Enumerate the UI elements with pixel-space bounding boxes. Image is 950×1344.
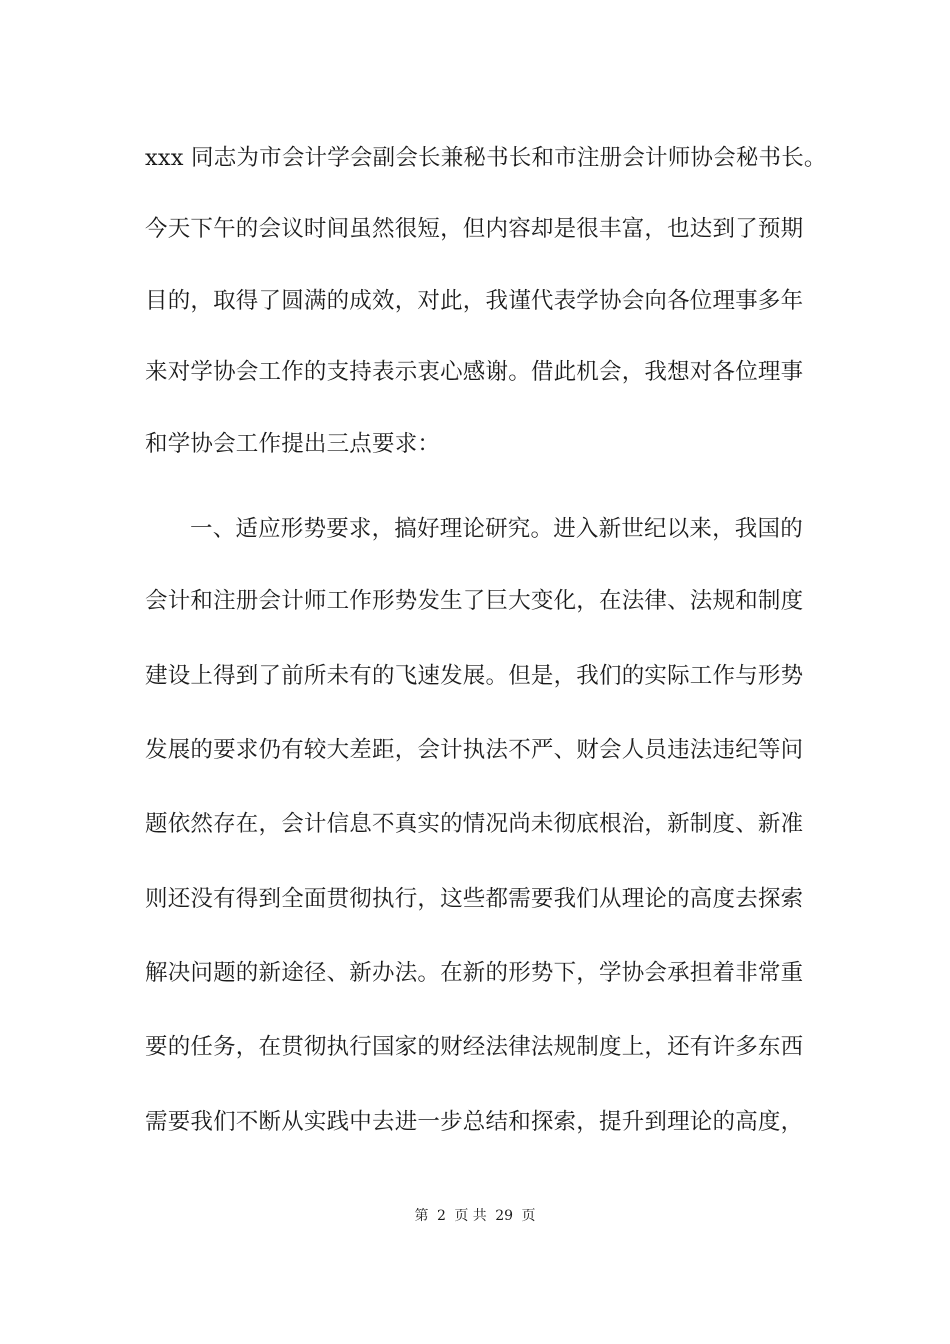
- text-line-5: 和学协会工作提出三点要求：: [145, 431, 441, 457]
- text-line-10: 题依然存在，会计信息不真实的情况尚未彻底根治，新制度、新准: [145, 811, 804, 837]
- text-line-6-paragraph-start: 一、适应形势要求，搞好理论研究。进入新世纪以来，我国的: [190, 516, 803, 542]
- text-line-1: xxx 同志为市会计学会副会长兼秘书长和市注册会计师协会秘书长。: [145, 145, 827, 171]
- page-footer: [0, 1207, 950, 1225]
- text-line-7: 会计和注册会计师工作形势发生了巨大变化，在法律、法规和制度: [145, 588, 804, 614]
- text-line-9: 发展的要求仍有较大差距，会计执法不严、财会人员违法违纪等问: [145, 737, 804, 763]
- footer-middle: 页 共: [454, 1208, 487, 1224]
- text-line-13: 要的任务，在贯彻执行国家的财经法律法规制度上，还有许多东西: [145, 1034, 804, 1060]
- footer-total-pages: 29: [495, 1208, 514, 1224]
- text-line-4: 来对学协会工作的支持表示衷心感谢。借此机会，我想对各位理事: [145, 359, 804, 385]
- text-line-2: 今天下午的会议时间虽然很短，但内容却是很丰富，也达到了预期: [145, 216, 804, 242]
- footer-current-page: 2: [436, 1208, 446, 1224]
- text-line-12: 解决问题的新途径、新办法。在新的形势下，学协会承担着非常重: [145, 960, 804, 986]
- text-line-11: 则还没有得到全面贯彻执行，这些都需要我们从理论的高度去探索: [145, 886, 804, 912]
- footer-suffix: 页: [521, 1208, 536, 1224]
- text-line-8: 建设上得到了前所未有的飞速发展。但是，我们的实际工作与形势: [145, 663, 804, 689]
- text-line-3: 目的，取得了圆满的成效，对此，我谨代表学协会向各位理事多年: [145, 288, 804, 314]
- text-line-14: 需要我们不断从实践中去进一步总结和探索，提升到理论的高度，: [145, 1109, 804, 1135]
- footer-prefix: 第: [414, 1208, 429, 1224]
